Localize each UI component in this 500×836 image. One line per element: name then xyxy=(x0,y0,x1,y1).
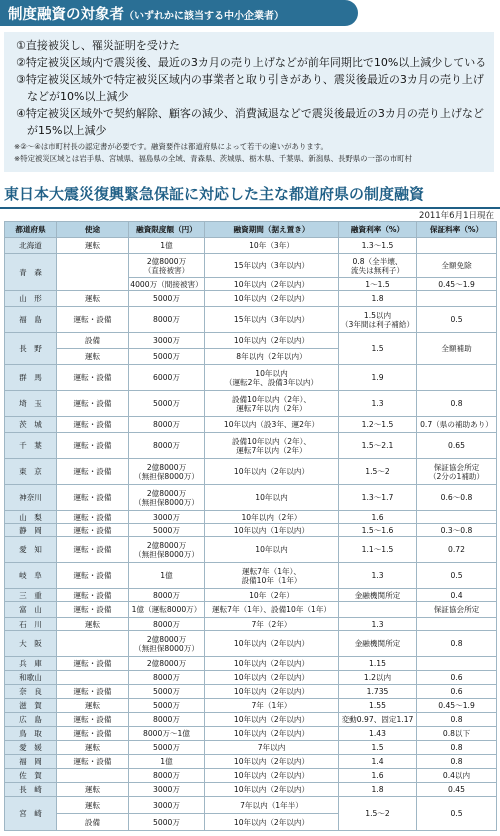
table-cell: 0.6～0.8 xyxy=(417,485,497,511)
table-cell: 運転・設備 xyxy=(57,417,129,433)
table-cell: 1.2以内 xyxy=(339,671,417,685)
table-cell: 1.55 xyxy=(339,699,417,713)
table-cell: 運転・設備 xyxy=(57,537,129,563)
table-cell: 1億（運転8000万） xyxy=(129,602,205,618)
table-cell: 富 山 xyxy=(5,602,57,618)
table-cell: 0.8（全半壊、 流失は無利子） xyxy=(339,254,417,278)
table-cell: 奈 良 xyxy=(5,685,57,699)
table-cell xyxy=(417,511,497,524)
table-cell: 茨 城 xyxy=(5,417,57,433)
table-cell: 運転7年（1年）、 設備10年（1年） xyxy=(205,563,339,589)
table-cell: 1.6 xyxy=(339,769,417,783)
table-cell: 0.5 xyxy=(417,797,497,831)
table-cell xyxy=(57,671,129,685)
table-cell: 金融機関所定 xyxy=(339,589,417,602)
table-cell: 0.8 xyxy=(417,741,497,755)
table-cell: 1.5 xyxy=(339,333,417,365)
table-cell: 静 岡 xyxy=(5,524,57,537)
table-row xyxy=(5,699,497,713)
table-cell: 1.5 xyxy=(339,741,417,755)
table-cell: 運転 xyxy=(57,291,129,307)
header-prefecture: 都道府県 xyxy=(5,222,57,238)
table-cell: 運転 xyxy=(57,238,129,254)
table-row xyxy=(5,685,497,699)
table-cell: 設備10年以内（2年）、 運転7年以内（2年） xyxy=(205,391,339,417)
table-cell: 設備 xyxy=(57,814,129,831)
table-row xyxy=(5,254,497,278)
table-cell: 0.45～1.9 xyxy=(417,699,497,713)
table-cell: 運転 xyxy=(57,699,129,713)
table-header-row xyxy=(5,222,497,238)
criteria-box xyxy=(4,32,494,172)
table-cell: 5000万 xyxy=(129,741,205,755)
table-cell: 和歌山 xyxy=(5,671,57,685)
criteria-item: ①直接被災し、罹災証明を受けた xyxy=(16,39,180,52)
as-of-date: 2011年6月1日現在 xyxy=(419,211,494,221)
table-cell: 運転・設備 xyxy=(57,563,129,589)
table-cell: 10年（2年） xyxy=(205,589,339,602)
table-cell: 10年以内（2年以内） xyxy=(205,459,339,485)
table-cell: 1～1.5 xyxy=(339,278,417,291)
section-header xyxy=(0,183,500,207)
table-cell: 0.72 xyxy=(417,537,497,563)
table-cell: 3000万 xyxy=(129,333,205,349)
section-title: 東日本大震災復興緊急保証に対応した主な都道府県の制度融資 xyxy=(4,185,425,203)
table-cell: 佐 賀 xyxy=(5,769,57,783)
table-cell: 8000万 xyxy=(129,417,205,433)
table-cell: 5000万 xyxy=(129,391,205,417)
table-cell: 群 馬 xyxy=(5,365,57,391)
table-cell: 0.45 xyxy=(417,783,497,797)
table-cell: 1.3 xyxy=(339,618,417,631)
table-cell: 1.8 xyxy=(339,291,417,307)
table-cell xyxy=(417,657,497,671)
table-cell: 運転 xyxy=(57,618,129,631)
table-cell: 2億8000万 （直接被害） xyxy=(129,254,205,278)
table-cell: 設備 xyxy=(57,333,129,349)
table-cell: 0.8 xyxy=(417,391,497,417)
table-cell: 青 森 xyxy=(5,254,57,291)
table-cell: 全額免除 xyxy=(417,254,497,278)
table-cell: 運転・設備 xyxy=(57,685,129,699)
header-term: 融資期間（据え置き） xyxy=(205,222,339,238)
table-cell: 1.5～2.1 xyxy=(339,433,417,459)
table-cell: 2億8000万 （無担保8000万） xyxy=(129,485,205,511)
table-cell: 運転・設備 xyxy=(57,365,129,391)
table-cell: 運転・設備 xyxy=(57,713,129,727)
table-cell: 埼 玉 xyxy=(5,391,57,417)
table-cell: 10年以内（1年以内） xyxy=(205,524,339,537)
table-row xyxy=(5,769,497,783)
table-cell: 10年以内（2年） xyxy=(205,511,339,524)
table-cell: 10年以内（2年以内） xyxy=(205,783,339,797)
table-cell: 8000万 xyxy=(129,671,205,685)
table-cell xyxy=(417,618,497,631)
table-cell: 10年以内（2年以内） xyxy=(205,631,339,657)
table-cell: 広 島 xyxy=(5,713,57,727)
table-cell: 運転・設備 xyxy=(57,459,129,485)
table-cell xyxy=(339,602,417,618)
table-cell: 運転・設備 xyxy=(57,524,129,537)
table-cell: 設備10年以内（2年）、 運転7年以内（2年） xyxy=(205,433,339,459)
table-cell: 10年以内 xyxy=(205,537,339,563)
table-row xyxy=(5,657,497,671)
table-cell: 7年以内（1年半） xyxy=(205,797,339,814)
table-row xyxy=(5,797,497,814)
criteria-title: 制度融資の対象者（いずれかに該当する中小企業者） xyxy=(8,7,284,23)
table-cell: 千 葉 xyxy=(5,433,57,459)
table-cell: 大 阪 xyxy=(5,631,57,657)
table-cell: 5000万 xyxy=(129,291,205,307)
table-cell: 2億8000万 xyxy=(129,657,205,671)
table-row xyxy=(5,671,497,685)
table-row xyxy=(5,741,497,755)
table-cell: 1億 xyxy=(129,563,205,589)
table-cell: 2億8000万 （無担保8000万） xyxy=(129,459,205,485)
table-cell: 0.8以下 xyxy=(417,727,497,741)
header-guarantee: 保証料率（%） xyxy=(417,222,497,238)
table-cell: 1.8 xyxy=(339,783,417,797)
criteria-item: ④特定被災区域外で契約解除、顧客の減少、消費減退などで震災後最近の3カ月の売り上げなど xyxy=(16,107,484,120)
table-row xyxy=(5,291,497,307)
table-cell: 運転・設備 xyxy=(57,755,129,769)
table-cell: 長 崎 xyxy=(5,783,57,797)
table-cell: 15年以内（3年以内） xyxy=(205,254,339,278)
table-cell: 1.5～1.6 xyxy=(339,524,417,537)
table-cell: 運転 xyxy=(57,797,129,814)
table-cell: 宮 崎 xyxy=(5,797,57,831)
table-cell: 運転・設備 xyxy=(57,391,129,417)
table-cell: 福 島 xyxy=(5,307,57,333)
table-cell: 0.4以内 xyxy=(417,769,497,783)
table-cell: 8年以内（2年以内） xyxy=(205,349,339,365)
table-cell: 運転7年（1年）、設備10年（1年） xyxy=(205,602,339,618)
table-row xyxy=(5,589,497,602)
table-cell: 1.3～1.7 xyxy=(339,485,417,511)
table-cell xyxy=(417,238,497,254)
table-cell: 運転 xyxy=(57,783,129,797)
table-cell: 10年以内（2年以内） xyxy=(205,685,339,699)
table-cell: 10年以内（2年以内） xyxy=(205,278,339,291)
table-row xyxy=(5,631,497,657)
table-cell: 10年以内（2年以内） xyxy=(205,769,339,783)
criteria-item: ③特定被災区域外で特定被災区域内の事業者と取り引きがあり、震災後最近の3カ月の売り上げ xyxy=(16,73,484,86)
table-row xyxy=(5,459,497,485)
criteria-note: ※②～④は市町村長の認定書が必要です。融資要件は都道府県によって若干の違いがあります。 xyxy=(14,142,328,151)
table-cell: 1.5以内 （3年間は利子補給） xyxy=(339,307,417,333)
table-cell: 長 野 xyxy=(5,333,57,365)
table-cell: 3000万 xyxy=(129,797,205,814)
table-cell: 運転・設備 xyxy=(57,657,129,671)
table-cell: 1.3 xyxy=(339,391,417,417)
table-cell: 1.43 xyxy=(339,727,417,741)
table-row xyxy=(5,602,497,618)
criteria-item: などが10%以上減少 xyxy=(16,90,129,103)
table-cell: 1.1～1.5 xyxy=(339,537,417,563)
table-cell: 1億 xyxy=(129,755,205,769)
table-row xyxy=(5,365,497,391)
table-cell xyxy=(417,365,497,391)
table-row xyxy=(5,783,497,797)
table-cell: 運転 xyxy=(57,741,129,755)
table-cell: 兵 庫 xyxy=(5,657,57,671)
table-cell: 10年以内 xyxy=(205,485,339,511)
table-cell: 7年以内 xyxy=(205,741,339,755)
table-cell: 10年以内（2年以内） xyxy=(205,671,339,685)
table-cell: 0.8 xyxy=(417,713,497,727)
table-cell: 6000万 xyxy=(129,365,205,391)
table-cell: 10年（3年） xyxy=(205,238,339,254)
table-cell: 運転・設備 xyxy=(57,602,129,618)
table-cell: 0.8 xyxy=(417,755,497,769)
table-cell: 0.8 xyxy=(417,631,497,657)
table-row xyxy=(5,537,497,563)
table-cell: 0.3～0.8 xyxy=(417,524,497,537)
table-cell: 1.4 xyxy=(339,755,417,769)
table-cell: 7年（2年） xyxy=(205,618,339,631)
table-cell xyxy=(57,254,129,291)
table-cell: 石 川 xyxy=(5,618,57,631)
table-cell: 運転・設備 xyxy=(57,307,129,333)
criteria-item: ②特定被災区域内で震災後、最近の3カ月の売り上げなどが前年同期比で10%以上減少している xyxy=(16,56,487,69)
table-cell: 0.6 xyxy=(417,685,497,699)
table-cell: 1.15 xyxy=(339,657,417,671)
table-row xyxy=(5,727,497,741)
table-cell: 1億 xyxy=(129,238,205,254)
criteria-note: ※特定被災区域とは岩手県、宮城県、福島県の全域、青森県、茨城県、栃木県、千葉県、新潟県、長野県の一部の市町村 xyxy=(14,154,412,163)
table-cell: 滋 賀 xyxy=(5,699,57,713)
table-row xyxy=(5,417,497,433)
table-cell: 8000万 xyxy=(129,713,205,727)
table-cell: 0.7（県の補助あり） xyxy=(417,417,497,433)
table-cell: 運転・設備 xyxy=(57,589,129,602)
table-row xyxy=(5,563,497,589)
table-cell: 8000万 xyxy=(129,589,205,602)
table-cell: 10年以内 （運転2年、設備3年以内） xyxy=(205,365,339,391)
table-cell: 5000万 xyxy=(129,685,205,699)
table-cell: 運転・設備 xyxy=(57,433,129,459)
table-row xyxy=(5,238,497,254)
header-use: 使途 xyxy=(57,222,129,238)
table-cell: 保証協会所定 xyxy=(417,602,497,618)
table-cell: 1.6 xyxy=(339,511,417,524)
table-cell: 8000万 xyxy=(129,307,205,333)
table-cell: 変動0.97、固定1.17 xyxy=(339,713,417,727)
table-cell: 神奈川 xyxy=(5,485,57,511)
table-cell: 8000万 xyxy=(129,769,205,783)
table-row xyxy=(5,511,497,524)
table-cell: 山 梨 xyxy=(5,511,57,524)
table-cell: 0.45～1.9 xyxy=(417,278,497,291)
table-cell: 鳥 取 xyxy=(5,727,57,741)
table-row xyxy=(5,755,497,769)
table-row xyxy=(5,713,497,727)
table-cell: 8000万～1億 xyxy=(129,727,205,741)
table-cell: 愛 媛 xyxy=(5,741,57,755)
table-cell: 2億8000万 （無担保8000万） xyxy=(129,537,205,563)
table-cell: 7年（1年） xyxy=(205,699,339,713)
table-cell: 金融機関所定 xyxy=(339,631,417,657)
table-cell: 8000万 xyxy=(129,433,205,459)
table-cell: 5000万 xyxy=(129,699,205,713)
table-cell: 福 岡 xyxy=(5,755,57,769)
header-limit: 融資限度額（円） xyxy=(129,222,205,238)
criteria-banner xyxy=(0,0,358,26)
table-cell: 0.4 xyxy=(417,589,497,602)
table-cell: 0.6 xyxy=(417,671,497,685)
table-cell xyxy=(57,631,129,657)
table-row xyxy=(5,524,497,537)
table-row xyxy=(5,485,497,511)
table-cell: 三 重 xyxy=(5,589,57,602)
table-cell xyxy=(417,291,497,307)
table-cell: 保証協会所定 （2分の1補助） xyxy=(417,459,497,485)
table-cell: 運転・設備 xyxy=(57,511,129,524)
table-row xyxy=(5,391,497,417)
table-cell: 0.5 xyxy=(417,563,497,589)
table-row xyxy=(5,307,497,333)
table-cell: 1.3 xyxy=(339,563,417,589)
table-cell: 10年以内（2年以内） xyxy=(205,814,339,831)
table-cell: 1.5～2 xyxy=(339,459,417,485)
table-cell: 10年以内（2年以内） xyxy=(205,713,339,727)
table-cell: 3000万 xyxy=(129,511,205,524)
table-cell: 0.5 xyxy=(417,307,497,333)
table-cell: 10年以内（2年以内） xyxy=(205,291,339,307)
table-cell: 10年以内（2年以内） xyxy=(205,755,339,769)
table-cell: 1.735 xyxy=(339,685,417,699)
table-cell: 愛 知 xyxy=(5,537,57,563)
table-cell: 15年以内（3年以内） xyxy=(205,307,339,333)
table-cell: 全額補助 xyxy=(417,333,497,365)
table-cell: 2億8000万 （無担保8000万） xyxy=(129,631,205,657)
table-cell: 1.3～1.5 xyxy=(339,238,417,254)
criteria-subtitle: （いずれかに該当する中小企業者） xyxy=(124,11,284,22)
table-cell: 運転 xyxy=(57,349,129,365)
table-cell: 1.2～1.5 xyxy=(339,417,417,433)
table-row xyxy=(5,433,497,459)
table-cell: 5000万 xyxy=(129,349,205,365)
table-cell: 3000万 xyxy=(129,783,205,797)
table-cell: 8000万 xyxy=(129,618,205,631)
header-rate: 融資利率（%） xyxy=(339,222,417,238)
table-cell: 5000万 xyxy=(129,524,205,537)
table-cell: 0.65 xyxy=(417,433,497,459)
criteria-item: が15%以上減少 xyxy=(16,124,107,137)
table-cell: 東 京 xyxy=(5,459,57,485)
table-cell: 1.5～2 xyxy=(339,797,417,831)
table-cell: 北海道 xyxy=(5,238,57,254)
table-row xyxy=(5,333,497,349)
table-cell xyxy=(57,769,129,783)
loan-table xyxy=(4,221,497,831)
table-cell: 山 形 xyxy=(5,291,57,307)
table-cell: 運転・設備 xyxy=(57,727,129,741)
table-cell: 岐 阜 xyxy=(5,563,57,589)
table-row xyxy=(5,618,497,631)
table-cell: 運転・設備 xyxy=(57,485,129,511)
table-cell: 10年以内（2年以内） xyxy=(205,657,339,671)
table-cell: 4000万（間接被害） xyxy=(130,279,203,289)
table-cell: 10年以内（設3年、運2年） xyxy=(205,417,339,433)
table-cell: 10年以内（2年以内） xyxy=(205,727,339,741)
table-cell: 1.9 xyxy=(339,365,417,391)
table-cell: 10年以内（2年以内） xyxy=(205,333,339,349)
table-cell: 5000万 xyxy=(129,814,205,831)
